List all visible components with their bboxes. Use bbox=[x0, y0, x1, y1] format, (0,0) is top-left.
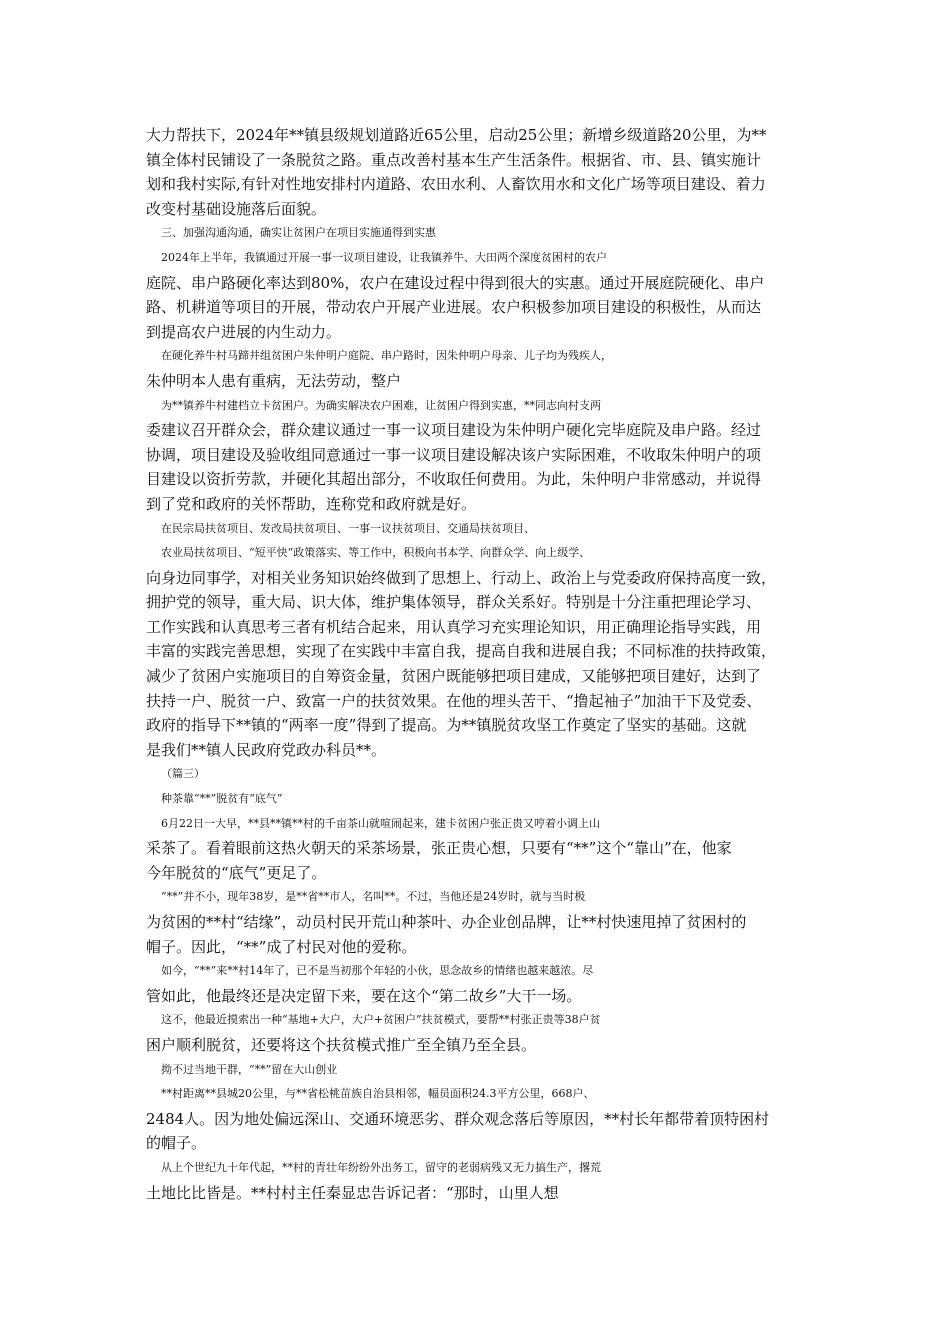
text-line: 改变村基础设施落后面貌。 bbox=[146, 199, 327, 218]
text-line: 为贫困的**村“结缘”，动员村民开荒山种茶叶、办企业创品牌，让**村快速甩掉了贫困村的 bbox=[146, 913, 747, 931]
document-body bbox=[146, 123, 816, 1205]
text-line: **村距离**县城20公里，与**省松桃苗族自治县相邻，幅员面积24.3平方公里，668户、 bbox=[161, 1087, 595, 1101]
text-line: 帽子。因此，“**”成了村民对他的爱称。 bbox=[146, 937, 417, 956]
text-line: 拥护党的领导，重大局、识大体，维护集体领导，群众关系好。特别是十分注重把理论学习、 bbox=[146, 593, 762, 612]
text-line: 丰富的实践完善思想，实现了在实践中丰富自我，提高自我和进展自我；不同标准的扶持政策， bbox=[146, 642, 777, 661]
text-line: 采茶了。看着眼前这热火朝天的采茶场景，张正贵心想，只要有“**”这个“靠山”在，他家 bbox=[146, 839, 732, 858]
text-line: 大力帮扶下，2024年**镇县级规划道路近65公里，启动25公里；新增乡级道路20公里，为** bbox=[146, 126, 767, 144]
text-line: 困户顺利脱贫，还要将这个扶贫模式推广至全镇乃至全县。 bbox=[146, 1035, 537, 1054]
text-line: 镇全体村民铺设了一条脱贫之路。重点改善村基本生产生活条件。根据省、市、县、镇实施计 bbox=[146, 150, 762, 169]
text-line: 工作实践和认真思考三者有机结合起来，用认真学习充实理论知识，用正确理论指导实践，用 bbox=[146, 617, 762, 636]
text-line: 今年脱贫的“底气”更足了。 bbox=[146, 863, 327, 882]
text-line: 庭院、串户路硬化率达到80%，农户在建设过程中得到很大的实惠。通过开展庭院硬化、串户 bbox=[146, 273, 765, 292]
text-line: 到了党和政府的关怀帮助，连称党和政府就是好。 bbox=[146, 494, 477, 513]
text-line: 种茶靠“**”脱贫有“底气” bbox=[161, 792, 283, 806]
text-line: 政府的指导下**镇的“两率一度”得到了提高。为**镇脱贫攻坚工作奠定了坚实的基础。这就 bbox=[146, 716, 747, 735]
text-line: 朱仲明本人患有重病，无法劳动，整户 bbox=[146, 371, 402, 390]
text-line: 2484人。因为地处偏远深山、交通环境恶劣、群众观念落后等原因，**村长年都带着顶特困村 bbox=[146, 1109, 770, 1128]
text-line: 从上个世纪九十年代起，**村的青壮年纷纷外出务工，留守的老弱病残又无力搞生产，撂荒 bbox=[161, 1160, 601, 1174]
text-line: 划和我村实际,有针对性地安排村内道路、农田水利、人畜饮用水和文化广场等项目建设、着力 bbox=[146, 175, 766, 194]
text-line: 在硬化养牛村马蹄井组贫困户朱仲明户庭院、串户路时，因朱仲明户母亲、儿子均为残疾人， bbox=[161, 349, 612, 363]
text-line: 2024年上半年，我镇通过开展一事一议项目建设，让我镇养牛、大田两个深度贫困村的农户 bbox=[161, 250, 607, 264]
text-line: 到提高农户进展的内生动力。 bbox=[146, 322, 342, 341]
text-line: 如今，“**”来**村14年了，已不是当初那个年轻的小伙，思念故乡的情绪也越来越浓。尽 bbox=[161, 964, 594, 978]
text-line: 为**镇养牛村建档立卡贫困户。为确实解决农户困难，让贫困户得到实惠，**同志向村支两 bbox=[161, 398, 601, 412]
text-line: 扶持一户、脱贫一户、致富一户的扶贫效果。在他的埋头苦干、“撸起袖子”加油干下及党委、 bbox=[146, 691, 762, 710]
text-line: 目建设以资折劳款，并硬化其超出部分，不收取任何费用。为此，朱仲明户非常感动，并说得 bbox=[146, 470, 762, 489]
text-line: （篇三） bbox=[161, 767, 205, 781]
text-line: 的帽子。 bbox=[146, 1134, 207, 1153]
text-line: 向身边同事学，对相关业务知识始终做到了思想上、行动上、政治上与党委政府保持高度一致， bbox=[146, 568, 777, 587]
text-line: 路、机耕道等项目的开展，带动农户开展产业进展。农户积极参加项目建设的积极性，从而达 bbox=[146, 298, 762, 317]
text-line: 管如此，他最终还是决定留下来，要在这个“第二故乡”大干一场。 bbox=[146, 986, 582, 1005]
text-line: 这不，他最近摸索出一种“基地+大户，大户+贫困户”扶贫模式，要帮**村张正贵等38户贫 bbox=[161, 1013, 601, 1027]
text-line: 6月22日一大早，**县**镇**村的千亩茶山就喧闹起来，建卡贫困户张正贵又哼着小调上山 bbox=[161, 816, 600, 830]
text-line: 三、加强沟通沟通，确实让贫困户在项目实施通得到实惠 bbox=[161, 226, 436, 240]
text-line: 是我们**镇人民政府党政办科员**。 bbox=[146, 740, 387, 759]
text-line: 减少了贫困户实施项目的自筹资金量，贫困户既能够把项目建成，又能够把项目建好，达到了 bbox=[146, 667, 762, 686]
text-line: 委建议召开群众会，群众建议通过一事一议项目建设为朱仲明户硬化完毕庭院及串户路。经过 bbox=[146, 421, 762, 440]
text-line: 拗不过当地干群，“**”留在大山创业 bbox=[161, 1062, 338, 1076]
text-line: “**”并不小，现年38岁，是**省**市人，名叫**。不过，当他还是24岁时，就与当时极 bbox=[161, 890, 586, 904]
text-line: 协调，项目建设及验收组同意通过一事一议项目建设解决该户实际困难，不收取朱仲明户的项 bbox=[146, 445, 762, 464]
text-line: 在民宗局扶贫项目、发改局扶贫项目、一事一议扶贫项目、交通局扶贫项目、 bbox=[161, 521, 535, 535]
text-line: 农业局扶贫项目、“短平快”政策落实、等工作中，积极向书本学、向群众学、向上级学、 bbox=[161, 546, 591, 560]
text-line: 土地比比皆是。**村村主任秦显忠告诉记者：“那时，山里人想 bbox=[146, 1183, 559, 1202]
